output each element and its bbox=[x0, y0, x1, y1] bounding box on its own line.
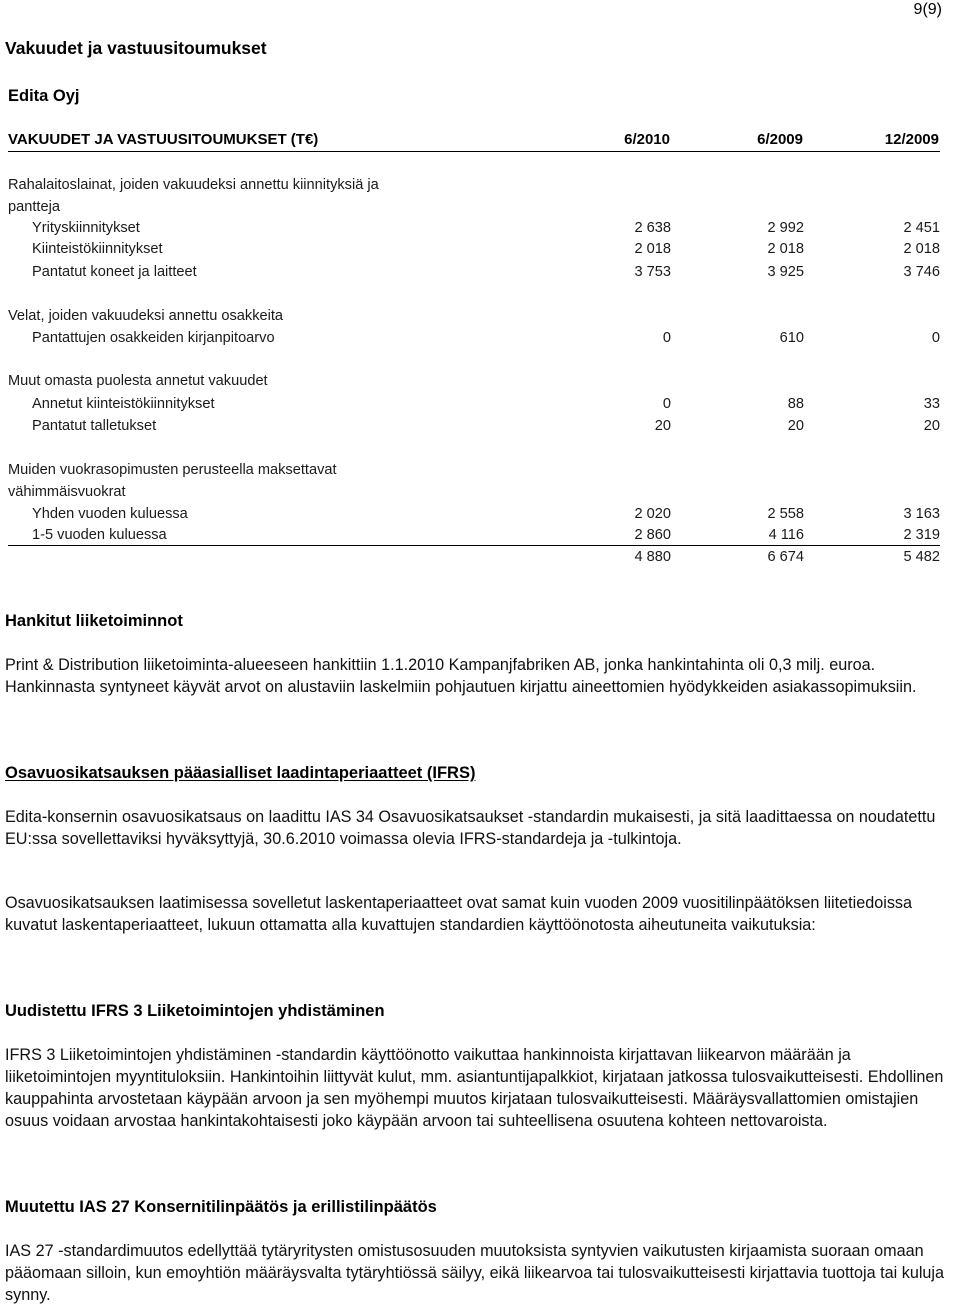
group-title: Muiden vuokrasopimusten perusteella maksettavat bbox=[8, 462, 337, 478]
table-total-rule bbox=[8, 545, 940, 546]
page-number: 9(9) bbox=[913, 1, 942, 18]
column-header-6-2009: 6/2009 bbox=[757, 131, 803, 148]
group-title: pantteja bbox=[8, 199, 60, 215]
paragraph: Osavuosikatsauksen laatimisessa sovelletut laskentaperiaatteet ovat samat kuin vuoden 2009 vuositilinpäätöksen liitetiedoissa kuvatut laskentaperiaatteet, lukuun ottamatta alla kuvattujen standardien käyttöönotosta aiheutuneita vaikutuksia: bbox=[5, 894, 913, 934]
column-header-12-2009: 12/2009 bbox=[884, 131, 939, 148]
column-header-6-2010: 6/2010 bbox=[624, 131, 670, 148]
table-heading: VAKUUDET JA VASTUUSITOUMUKSET (T€) bbox=[8, 131, 319, 148]
section-heading-accounting-principles: Osavuosikatsauksen pääasialliset laadintaperiaatteet (IFRS) bbox=[5, 764, 476, 782]
company-name: Edita Oyj bbox=[8, 87, 80, 105]
table-total-row: 4 880 6 674 5 482 bbox=[634, 549, 940, 565]
table-header-rule bbox=[8, 151, 940, 152]
table-row: Yrityskiinnitykset 2 638 2 992 2 451 bbox=[32, 220, 940, 236]
table-row: Kiinteistökiinnitykset 2 018 2 018 2 018 bbox=[32, 241, 940, 257]
section-heading-ifrs3: Uudistettu IFRS 3 Liiketoimintojen yhdistäminen bbox=[5, 1002, 385, 1020]
section-heading-acquisitions: Hankitut liiketoiminnot bbox=[5, 612, 183, 630]
paragraph: IFRS 3 Liiketoimintojen yhdistäminen -standardin käyttöönotto vaikuttaa hankinnoista kirjattavan liikearvon määrään ja liiketoimintojen myyntituloksiin. Hankintoihin liittyvät kulut, mm. asiantuntijapalkkiot, kirjataan jatkossa tulosvaikutteisesti. Ehdollinen kauppahinta arvostetaan käypään arvoon ja sen myöhempi muutos kirjataan tulosvaikutteisesti. Määräysvallattomien omistajien osuus voidaan arvostaa hankintakohtaisesti joko käypään arvoon tai suhteellisena osuutena kohteen nettovaroista. bbox=[5, 1046, 944, 1130]
section-heading-ias27: Muutettu IAS 27 Konsernitilinpäätös ja erillistilinpäätös bbox=[5, 1198, 437, 1216]
paragraph: Print & Distribution liiketoiminta-alueeseen hankittiin 1.1.2010 Kampanjfabriken AB, jonka hankintahinta oli 0,3 milj. euroa. Hankinnasta syntyneet käyvät arvot on alustaviin laskelmiin pohjautuen kirjattu aineettomien hyödykkeiden asiakassopimuksiin. bbox=[5, 656, 917, 696]
group-title: Muut omasta puolesta annetut vakuudet bbox=[8, 373, 268, 389]
table-row: Pantatut talletukset 20 20 20 bbox=[32, 418, 940, 434]
table-heading-row bbox=[8, 131, 940, 148]
table-row: 1-5 vuoden kuluessa 2 860 4 116 2 319 bbox=[32, 527, 940, 543]
paragraph: IAS 27 -standardimuutos edellyttää tytäryritysten omistusosuuden muutoksista syntyvien vaikutusten kirjaamista suoraan omaan pääomaan silloin, kun emoyhtiön määräysvalta tytäryhtiössä säilyy, eikä liikearvoa tai tulosvaikutteisesti kirjattavia tuottoja tai kuluja synny. bbox=[5, 1242, 945, 1304]
table-row: Pantatut koneet ja laitteet 3 753 3 925 3 746 bbox=[32, 264, 940, 280]
table-row: Annetut kiinteistökiinnitykset 0 88 33 bbox=[32, 396, 940, 412]
page-title: Vakuudet ja vastuusitoumukset bbox=[5, 38, 267, 58]
group-title: Velat, joiden vakuudeksi annettu osakkeita bbox=[8, 308, 284, 324]
paragraph: Edita-konsernin osavuosikatsaus on laadittu IAS 34 Osavuosikatsaukset -standardin mukaisesti, ja sitä laadittaessa on noudatettu EU:ssa sovellettaviksi hyväksyttyjä, 30.6.2010 voimassa olevia IFRS-standardeja ja -tulkintoja. bbox=[5, 808, 936, 848]
group-title: Rahalaitoslainat, joiden vakuudeksi annettu kiinnityksiä ja bbox=[8, 177, 379, 193]
table-row: Pantattujen osakkeiden kirjanpitoarvo 0 610 0 bbox=[32, 330, 940, 346]
group-title: vähimmäisvuokrat bbox=[8, 484, 126, 500]
table-row: Yhden vuoden kuluessa 2 020 2 558 3 163 bbox=[32, 506, 940, 522]
